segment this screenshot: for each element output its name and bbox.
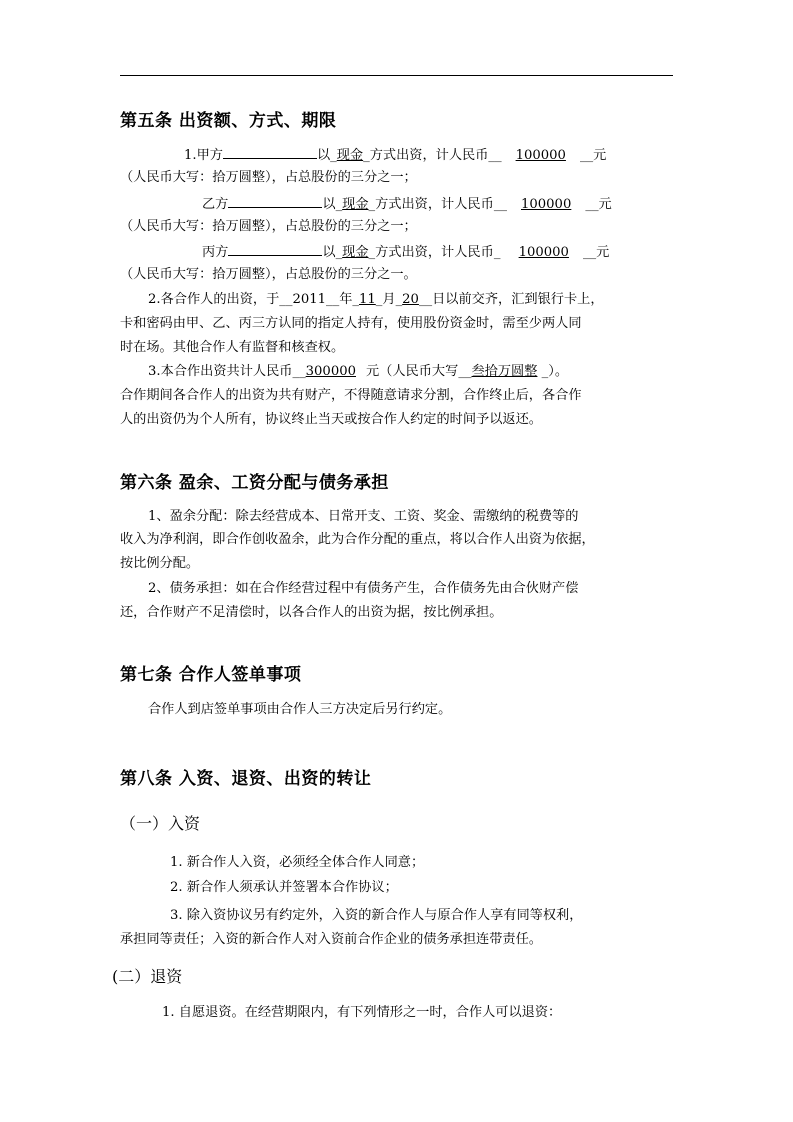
party-jia-blank (223, 146, 317, 159)
entry-item-2: 2. 新合作人须承认并签署本合作协议； (170, 880, 398, 895)
contribution-line-bing: 丙方 以_现金_方式出资，计人民币_ 100000 __元 (202, 245, 610, 260)
subsection-withdrawal: (二）退资 (112, 967, 183, 986)
total-line-1: 3.本合作出资共计人民币__300000 元（人民币大写__叁拾万圆整 _）。 (148, 364, 569, 379)
text: 以 (322, 197, 336, 212)
debt-line-2: 还，合作财产不足清偿时，以各合作人的出资为据，按比例承担。 (120, 605, 503, 620)
entry-item-1: 1. 新合作人入资，必须经全体合作人同意； (170, 855, 425, 870)
text: 方式出资，计人民币 (375, 197, 494, 212)
section-6-heading: 第六条 盈余、工资分配与债务承担 (120, 473, 389, 493)
text: 方式出资，计人民币 (369, 148, 489, 163)
text: 日以前交齐，汇到银行卡上， (432, 292, 604, 307)
text: 2.各合作人的出资，于 (148, 292, 280, 307)
party-yi-label: 乙方 (202, 197, 229, 212)
text: 元 (593, 148, 607, 163)
text: 以 (322, 245, 336, 260)
party-jia-label: 1.甲方 (184, 148, 223, 163)
contribution-tail-jia: （人民币大写：拾万圆整），占总股份的三分之一； (120, 170, 417, 185)
amount-yi: 100000 (521, 197, 572, 212)
section-7-heading: 第七条 合作人签单事项 (120, 665, 302, 685)
section-5-heading: 第五条 出资额、方式、期限 (120, 111, 337, 131)
profit-line-3: 按比例分配。 (120, 556, 200, 571)
deadline-day: 20 (402, 292, 419, 307)
entry-item-3: 3. 除入资协议另有约定外，入资的新合作人与原合作人享有同等权利， (170, 908, 583, 923)
deadline-line-3: 时在场。其他合作人有监督和核查权。 (120, 340, 345, 355)
method-cash: 现金 (342, 197, 369, 212)
signing-text: 合作人到店签单事项由合作人三方决定后另行约定。 (148, 702, 452, 717)
entry-item-3-cont: 承担同等责任；入资的新合作人对入资前合作企业的债务承担连带责任。 (120, 932, 542, 947)
text: 月 (382, 292, 396, 307)
deadline-year: 2011 (292, 292, 327, 307)
text: 元 (596, 245, 610, 260)
amount-jia: 100000 (515, 148, 566, 163)
text: 元 (598, 197, 612, 212)
total-amount-upper: 叁拾万圆整 (471, 364, 538, 379)
total-line-2: 合作期间各合作人的出资为共有财产，不得随意请求分割，合作终止后，各合作 (120, 388, 582, 403)
party-bing-blank (228, 243, 322, 256)
header-rule (120, 75, 673, 76)
contribution-tail-bing: （人民币大写：拾万圆整），占总股份的三分之一。 (120, 267, 417, 282)
text: 以 (316, 148, 331, 163)
contribution-tail-yi: （人民币大写：拾万圆整），占总股份的三分之一； (120, 219, 417, 234)
amount-bing: 100000 (518, 245, 569, 260)
party-yi-blank (228, 195, 322, 208)
method-cash: 现金 (342, 245, 369, 260)
text: 方式出资，计人民币 (375, 245, 494, 260)
deadline-month: 11 (359, 292, 376, 307)
text: 元（人民币大写 (366, 364, 459, 379)
text: 年 (339, 292, 353, 307)
contribution-line-yi: 乙方 以_现金_方式出资，计人民币__ 100000 __元 (202, 197, 612, 212)
section-8-heading: 第八条 入资、退资、出资的转让 (120, 769, 372, 789)
debt-line-1: 2、债务承担：如在合作经营过程中有债务产生，合作债务先由合伙财产偿 (148, 581, 579, 596)
profit-line-1: 1、盈余分配：除去经营成本、日常开支、工资、奖金、需缴纳的税费等的 (148, 509, 579, 524)
deadline-line-2: 卡和密码由甲、乙、丙三方认同的指定人持有，使用股份资金时，需至少两人同 (120, 316, 582, 331)
text: 3.本合作出资共计人民币 (148, 364, 293, 379)
total-line-3: 人的出资仍为个人所有，协议终止当天或按合作人约定的时间予以返还。 (120, 412, 542, 427)
profit-line-2: 收入为净利润，即合作创收盈余，此为合作分配的重点，将以合作人出资为依据， (120, 532, 595, 547)
total-amount: 300000 (305, 364, 356, 379)
method-cash: 现金 (336, 148, 364, 163)
subsection-entry: （一）入资 (120, 814, 201, 833)
withdrawal-item-1: 1. 自愿退资。在经营期限内，有下列情形之一时，合作人可以退资： (162, 1005, 562, 1020)
text: ）。 (548, 364, 569, 379)
contribution-line-jia: 1.甲方 以_现金_方式出资，计人民币__ 100000 __元 (184, 148, 607, 163)
party-bing-label: 丙方 (202, 245, 229, 260)
deadline-line-1: 2.各合作人的出资，于__2011__年_11_月_20__日以前交齐，汇到银行卡上， (148, 292, 604, 307)
